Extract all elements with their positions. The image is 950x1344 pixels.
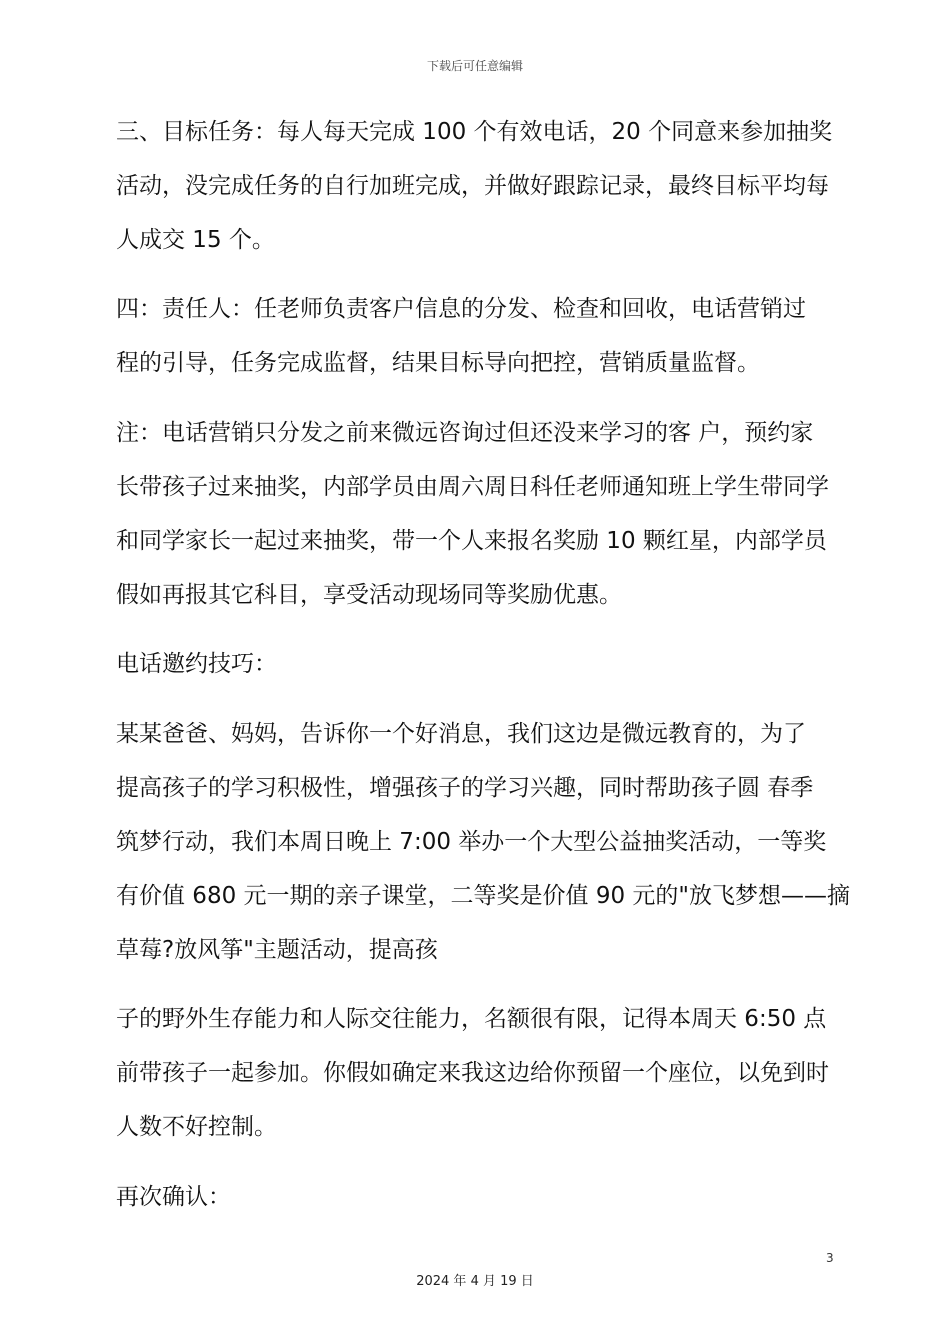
text-line: 假如再报其它科目，享受活动现场同等奖励优惠。	[116, 582, 622, 608]
text-line: 某某爸爸、妈妈，告诉你一个好消息，我们这边是微远教育的，为了	[116, 721, 806, 747]
text-line: 前带孩子一起参加。你假如确定来我这边给你预留一个座位，以免到时	[116, 1060, 829, 1086]
text-line: 有价值 680 元一期的亲子课堂，二等奖是价值 90 元的"放飞梦想——摘	[116, 883, 850, 909]
text-line: 长带孩子过来抽奖，内部学员由周六周日科任老师通知班上学生带同学	[116, 474, 829, 500]
text-line: 四：责任人：任老师负责客户信息的分发、检查和回收，电话营销过	[116, 296, 806, 322]
text-line: 子的野外生存能力和人际交往能力，名额很有限，记得本周天 6:50 点	[116, 1006, 827, 1032]
text-line: 和同学家长一起过来抽奖，带一个人来报名奖励 10 颗红星，内部学员	[116, 528, 827, 554]
page-number: 3	[826, 1251, 834, 1265]
text-line: 注：电话营销只分发之前来微远咨询过但还没来学习的客 户，预约家	[116, 420, 814, 446]
footer-date: 2024 年 4 月 19 日	[416, 1274, 534, 1289]
text-line: 草莓?放风筝"主题活动，提高孩	[116, 937, 438, 963]
text-line: 程的引导，任务完成监督，结果目标导向把控，营销质量监督。	[116, 350, 760, 376]
section-heading: 再次确认：	[116, 1184, 231, 1210]
text-line: 筑梦行动，我们本周日晚上 7:00 举办一个大型公益抽奖活动，一等奖	[116, 829, 827, 855]
section-heading: 电话邀约技巧：	[116, 651, 277, 677]
text-line: 提高孩子的学习积极性，增强孩子的学习兴趣，同时帮助孩子圆 春季	[116, 775, 814, 801]
text-line: 三、目标任务：每人每天完成 100 个有效电话，20 个同意来参加抽奖	[116, 119, 833, 145]
text-line: 人数不好控制。	[116, 1114, 277, 1140]
text-line: 活动，没完成任务的自行加班完成，并做好跟踪记录，最终目标平均每	[116, 173, 829, 199]
page-header: 下载后可任意编辑	[426, 59, 523, 73]
text-line: 人成交 15 个。	[116, 227, 275, 253]
